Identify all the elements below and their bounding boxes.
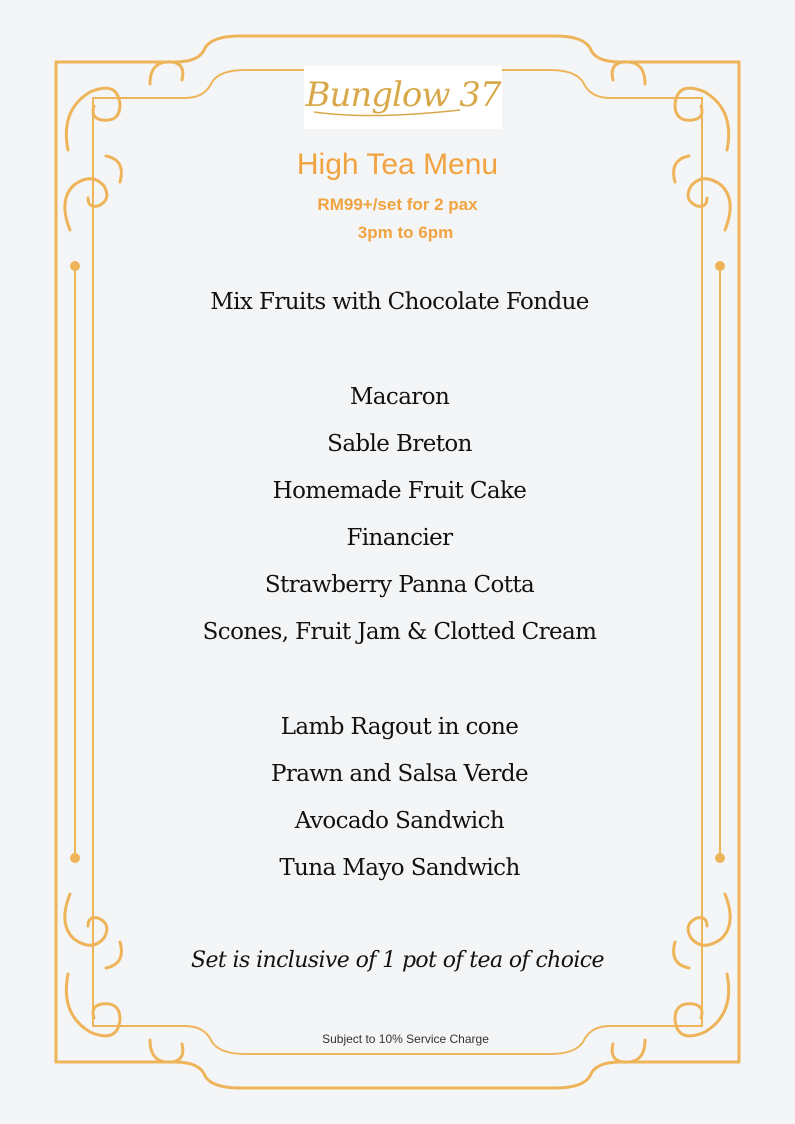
menu-title: High Tea Menu xyxy=(296,148,499,181)
sweet-item: Financier xyxy=(346,525,453,551)
service-charge-note: Subject to 10% Service Charge xyxy=(322,1032,489,1046)
savoury-item: Tuna Mayo Sandwich xyxy=(279,855,520,881)
logo-swash-icon xyxy=(310,106,496,118)
savoury-item: Avocado Sandwich xyxy=(294,808,505,834)
featured-item: Mix Fruits with Chocolate Fondue xyxy=(210,289,589,315)
sweet-item: Sable Breton xyxy=(327,431,472,457)
hours-line: 3pm to 6pm xyxy=(357,223,454,242)
brand-logo-text: Bunglow 37 xyxy=(305,75,501,115)
sweet-item: Macaron xyxy=(349,384,450,410)
inclusion-note: Set is inclusive of 1 pot of tea of choice xyxy=(191,948,604,973)
price-line: RM99+/set for 2 pax xyxy=(317,195,478,214)
sweet-item: Scones, Fruit Jam & Clotted Cream xyxy=(202,619,597,645)
savoury-item: Lamb Ragout in cone xyxy=(280,714,519,740)
savoury-item: Prawn and Salsa Verde xyxy=(270,761,529,787)
sweet-item: Homemade Fruit Cake xyxy=(272,478,527,504)
sweet-item: Strawberry Panna Cotta xyxy=(264,572,535,598)
brand-logo xyxy=(304,66,502,129)
